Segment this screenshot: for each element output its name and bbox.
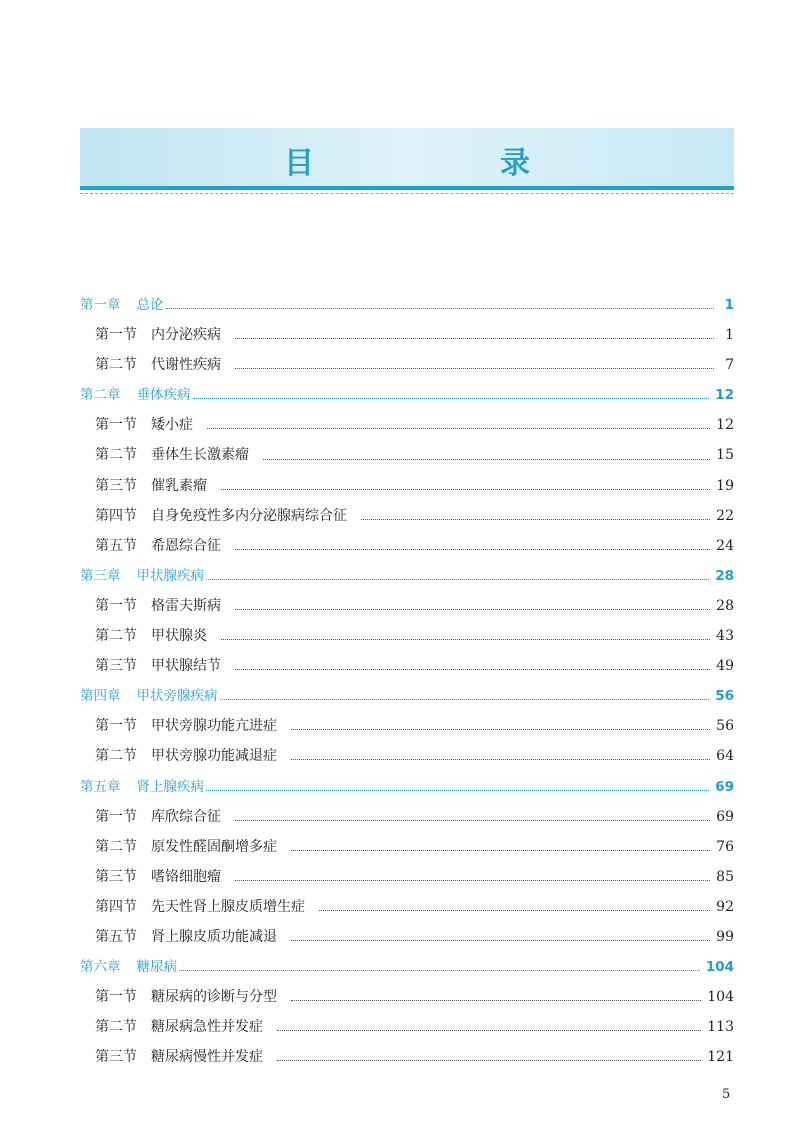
dot-leader (361, 518, 710, 520)
toc-section-row[interactable] (80, 531, 734, 561)
toc-entry-number: 第五节 (95, 928, 137, 945)
toc-entry-number: 第一节 (95, 417, 137, 434)
dot-leader (235, 548, 710, 550)
toc-entry-title: 肾上腺疾病 (136, 778, 204, 795)
toc-entry-title: 糖尿病慢性并发症 (151, 1049, 263, 1066)
toc-entry-page: 28 (715, 567, 734, 584)
toc-entry-title: 甲状腺疾病 (136, 567, 204, 584)
toc-entry-title: 甲状腺结节 (151, 658, 221, 675)
toc-entry-page: 28 (716, 597, 734, 614)
toc-entry-page: 76 (716, 838, 734, 855)
dot-leader (277, 1029, 701, 1031)
title-divider (80, 193, 734, 194)
toc-entry-number: 第五章 (80, 778, 121, 795)
toc-section-row[interactable] (80, 982, 734, 1012)
toc-entry-title: 格雷夫斯病 (151, 597, 221, 614)
dot-leader (166, 307, 715, 309)
toc-entry-title: 矮小症 (151, 417, 193, 434)
toc-entry-page: 69 (716, 808, 734, 825)
toc-entry-title: 代谢性疾病 (151, 357, 221, 374)
dot-leader (291, 728, 710, 730)
toc-entry-number: 第二节 (95, 447, 137, 464)
toc-section-row[interactable] (80, 1042, 734, 1072)
toc-section-row[interactable] (80, 440, 734, 470)
toc-entry-title: 甲状旁腺功能亢进症 (151, 718, 277, 735)
toc-entry-number: 第三节 (95, 1049, 137, 1066)
toc-entry-number: 第五节 (95, 537, 137, 554)
toc-entry-title: 库欣综合征 (151, 808, 221, 825)
dot-leader (235, 337, 714, 339)
toc-entry-title: 嗜铬细胞瘤 (151, 868, 221, 885)
toc-entry-page: 56 (716, 718, 734, 735)
toc-chapter-row[interactable] (80, 952, 734, 982)
toc-entry-title: 原发性醛固酮增多症 (151, 838, 277, 855)
toc-entry-page: 99 (716, 928, 734, 945)
toc-entry-page: 56 (715, 688, 734, 705)
toc-entry-number: 第三节 (95, 477, 137, 494)
dot-leader (179, 969, 700, 971)
toc-section-row[interactable] (80, 892, 734, 922)
toc-entry-number: 第一节 (95, 597, 137, 614)
toc-entry-page: 85 (716, 868, 734, 885)
toc-entry-page: 121 (707, 1049, 734, 1066)
toc-entry-page: 19 (716, 477, 734, 494)
toc-entry-title: 内分泌疾病 (151, 327, 221, 344)
dot-leader (207, 427, 710, 429)
toc-entry-number: 第三节 (95, 658, 137, 675)
toc-entry-number: 第四节 (95, 507, 137, 524)
toc-chapter-row[interactable] (80, 772, 734, 802)
toc-entry-number: 第一节 (95, 989, 137, 1006)
toc-section-row[interactable] (80, 501, 734, 531)
toc-entry-page: 1 (725, 327, 734, 344)
toc-section-row[interactable] (80, 832, 734, 862)
toc-entry-page: 43 (716, 628, 734, 645)
toc-section-row[interactable] (80, 741, 734, 771)
dot-leader (193, 397, 710, 399)
dot-leader (221, 488, 710, 490)
toc-section-row[interactable] (80, 350, 734, 380)
toc-section-row[interactable] (80, 651, 734, 681)
toc-entry-title: 甲状腺炎 (151, 628, 207, 645)
dot-leader (291, 758, 710, 760)
toc-entry-number: 第二章 (80, 387, 121, 404)
toc-entry-title: 催乳素瘤 (151, 477, 207, 494)
dot-leader (277, 1059, 701, 1061)
toc-entry-title: 糖尿病 (136, 959, 177, 976)
toc-entry-page: 1 (724, 297, 734, 313)
toc-entry-page: 7 (725, 357, 734, 374)
toc-entry-number: 第一节 (95, 327, 137, 344)
toc-entry-title: 总论 (136, 297, 164, 313)
toc-entry-page: 24 (716, 537, 734, 554)
dot-leader (319, 909, 710, 911)
dot-leader (235, 668, 710, 670)
toc-entry-title: 糖尿病急性并发症 (151, 1019, 263, 1036)
toc-chapter-row[interactable] (80, 290, 734, 320)
dot-leader (291, 939, 710, 941)
toc-entry-title: 甲状旁腺疾病 (136, 688, 218, 705)
dot-leader (235, 819, 710, 821)
toc-section-row[interactable] (80, 922, 734, 952)
toc-entry-title: 垂体疾病 (136, 387, 191, 404)
toc-chapter-row[interactable] (80, 681, 734, 711)
toc-entry-page: 104 (707, 989, 734, 1006)
toc-section-row[interactable] (80, 471, 734, 501)
toc-entry-title: 自身免疫性多内分泌腺病综合征 (151, 507, 347, 524)
table-of-contents (80, 290, 734, 1072)
dot-leader (235, 879, 710, 881)
toc-entry-page: 12 (715, 387, 734, 404)
toc-entry-page: 69 (715, 778, 734, 795)
toc-entry-number: 第一章 (80, 297, 121, 313)
toc-entry-title: 糖尿病的诊断与分型 (151, 989, 277, 1006)
toc-entry-page: 92 (716, 898, 734, 915)
toc-section-row[interactable] (80, 591, 734, 621)
toc-section-row[interactable] (80, 802, 734, 832)
toc-entry-number: 第四节 (95, 898, 137, 915)
toc-entry-title: 肾上腺皮质功能减退 (151, 928, 277, 945)
toc-entry-title: 垂体生长激素瘤 (151, 447, 249, 464)
dot-leader (235, 367, 714, 369)
toc-entry-number: 第二节 (95, 1019, 137, 1036)
dot-leader (263, 458, 710, 460)
toc-entry-title: 先天性肾上腺皮质增生症 (151, 898, 305, 915)
toc-section-row[interactable] (80, 621, 734, 651)
dot-leader (291, 849, 710, 851)
toc-entry-page: 113 (707, 1019, 734, 1036)
toc-chapter-row[interactable] (80, 561, 734, 591)
dot-leader (220, 698, 710, 700)
page-number: 5 (722, 1087, 731, 1102)
toc-entry-number: 第三章 (80, 567, 121, 584)
toc-section-row[interactable] (80, 320, 734, 350)
toc-section-row[interactable] (80, 711, 734, 741)
dot-leader (221, 638, 710, 640)
toc-entry-number: 第二节 (95, 628, 137, 645)
page-title: 目 录 (284, 146, 608, 181)
toc-entry-number: 第四章 (80, 688, 121, 705)
toc-section-row[interactable] (80, 1012, 734, 1042)
toc-entry-number: 第六章 (80, 959, 121, 976)
toc-entry-number: 第一节 (95, 808, 137, 825)
title-band (80, 128, 734, 190)
toc-section-row[interactable] (80, 862, 734, 892)
toc-entry-page: 15 (716, 447, 734, 464)
toc-entry-page: 22 (716, 507, 734, 524)
toc-entry-page: 12 (716, 417, 734, 434)
toc-entry-number: 第一节 (95, 718, 137, 735)
toc-entry-number: 第二节 (95, 748, 137, 765)
toc-entry-number: 第二节 (95, 357, 137, 374)
toc-section-row[interactable] (80, 410, 734, 440)
toc-chapter-row[interactable] (80, 380, 734, 410)
dot-leader (235, 608, 710, 610)
toc-entry-title: 希恩综合征 (151, 537, 221, 554)
dot-leader (206, 578, 709, 580)
toc-entry-page: 64 (716, 748, 734, 765)
toc-entry-number: 第三节 (95, 868, 137, 885)
dot-leader (206, 789, 709, 791)
toc-entry-title: 甲状旁腺功能减退症 (151, 748, 277, 765)
dot-leader (291, 999, 701, 1001)
toc-entry-page: 104 (705, 959, 734, 976)
toc-entry-number: 第二节 (95, 838, 137, 855)
toc-entry-page: 49 (716, 658, 734, 675)
